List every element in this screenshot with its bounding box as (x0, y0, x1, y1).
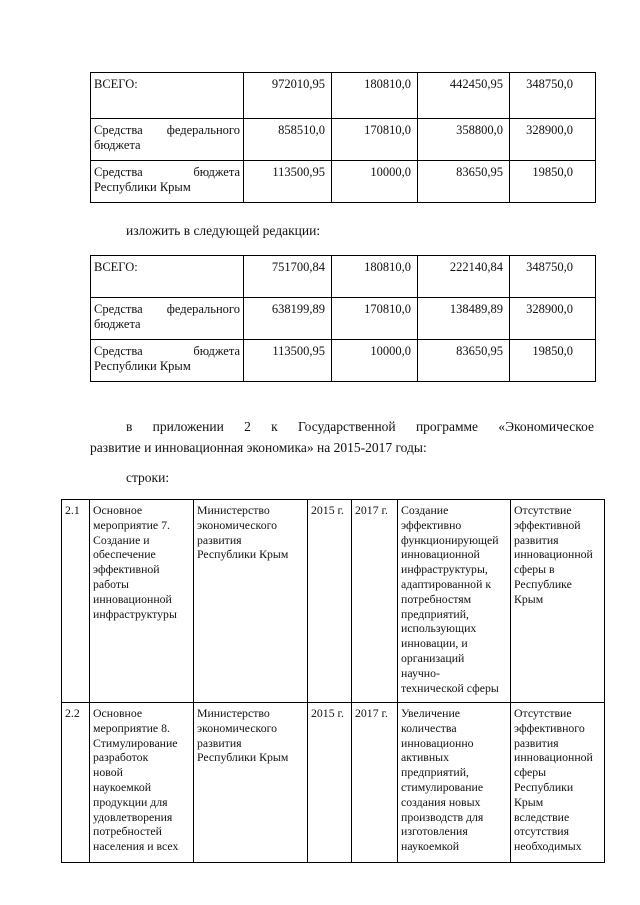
total-cell: 113500,95 (244, 161, 332, 203)
row-number: 2.1 (62, 500, 90, 703)
total-cell: 858510,0 (244, 119, 332, 161)
year-2017-cell: 348750,0 (510, 73, 596, 119)
rows-label: строки: (126, 470, 170, 485)
year-2017-cell: 348750,0 (510, 256, 596, 298)
consequence-cell: Отсутствие эффективной развития инновационной сферы в Республике Крым (511, 500, 605, 703)
table-row (91, 256, 596, 298)
appendix-paragraph-line1: в приложении 2 к Государственной программе «Экономическое (126, 419, 594, 434)
funding-table-old (90, 72, 596, 203)
year-2015-cell: 10000,0 (332, 161, 418, 203)
table-row (62, 703, 605, 863)
row-label: ВСЕГО: (91, 73, 244, 119)
row-number: 2.2 (62, 703, 90, 863)
row-label: Средства бюджета Республики Крым (91, 161, 244, 203)
start-year-cell: 2015 г. (308, 500, 352, 703)
table-row (91, 298, 596, 340)
consequence-cell: Отсутствие эффективного развития инновационной сферы Республики Крым вследствие отсутствия необходимых (511, 703, 605, 863)
year-2015-cell: 10000,0 (332, 340, 418, 382)
year-2015-cell: 170810,0 (332, 298, 418, 340)
year-2015-cell: 170810,0 (332, 119, 418, 161)
appendix-paragraph-line2: развитие и инновационная экономика» на 2015-2017 годы: (90, 440, 427, 455)
table-row (91, 161, 596, 203)
executor-cell: Министерство экономического развития Республики Крым (194, 500, 308, 703)
intro-text: изложить в следующей редакции: (126, 223, 321, 238)
total-cell: 972010,95 (244, 73, 332, 119)
year-2016-cell: 83650,95 (418, 340, 510, 382)
total-cell: 751700,84 (244, 256, 332, 298)
expected-result-cell: Увеличение количества инновационно активных предприятий, стимулирование создания новых производств для изготовления наукоемкой (398, 703, 511, 863)
year-2016-cell: 442450,95 (418, 73, 510, 119)
year-2016-cell: 222140,84 (418, 256, 510, 298)
total-cell: 638199,89 (244, 298, 332, 340)
end-year-cell: 2017 г. (352, 500, 398, 703)
year-2017-cell: 19850,0 (510, 340, 596, 382)
table-row (62, 500, 605, 703)
year-2017-cell: 328900,0 (510, 298, 596, 340)
year-2016-cell: 138489,89 (418, 298, 510, 340)
start-year-cell: 2015 г. (308, 703, 352, 863)
year-2017-cell: 19850,0 (510, 161, 596, 203)
row-label: Средства федерального бюджета (91, 119, 244, 161)
year-2016-cell: 83650,95 (418, 161, 510, 203)
row-label: ВСЕГО: (91, 256, 244, 298)
row-label: Средства федерального бюджета (91, 298, 244, 340)
funding-table-new (90, 255, 596, 382)
program-table (61, 499, 605, 863)
executor-cell: Министерство экономического развития Республики Крым (194, 703, 308, 863)
year-2015-cell: 180810,0 (332, 256, 418, 298)
table-row (91, 73, 596, 119)
year-2016-cell: 358800,0 (418, 119, 510, 161)
measure-cell: Основное мероприятие 8. Стимулирование разработок новой наукоемкой продукции для удовлетворения потребностей населения и всех (90, 703, 194, 863)
end-year-cell: 2017 г. (352, 703, 398, 863)
year-2015-cell: 180810,0 (332, 73, 418, 119)
table-row (91, 119, 596, 161)
measure-cell: Основное мероприятие 7. Создание и обеспечение эффективной работы инновационной инфраструктуры (90, 500, 194, 703)
year-2017-cell: 328900,0 (510, 119, 596, 161)
total-cell: 113500,95 (244, 340, 332, 382)
table-row (91, 340, 596, 382)
row-label: Средства бюджета Республики Крым (91, 340, 244, 382)
expected-result-cell: Создание эффективно функционирующей инновационной инфраструктуры, адаптированной к потребностям предприятий, использующих инновации, и организаций научно- технической сферы (398, 500, 511, 703)
